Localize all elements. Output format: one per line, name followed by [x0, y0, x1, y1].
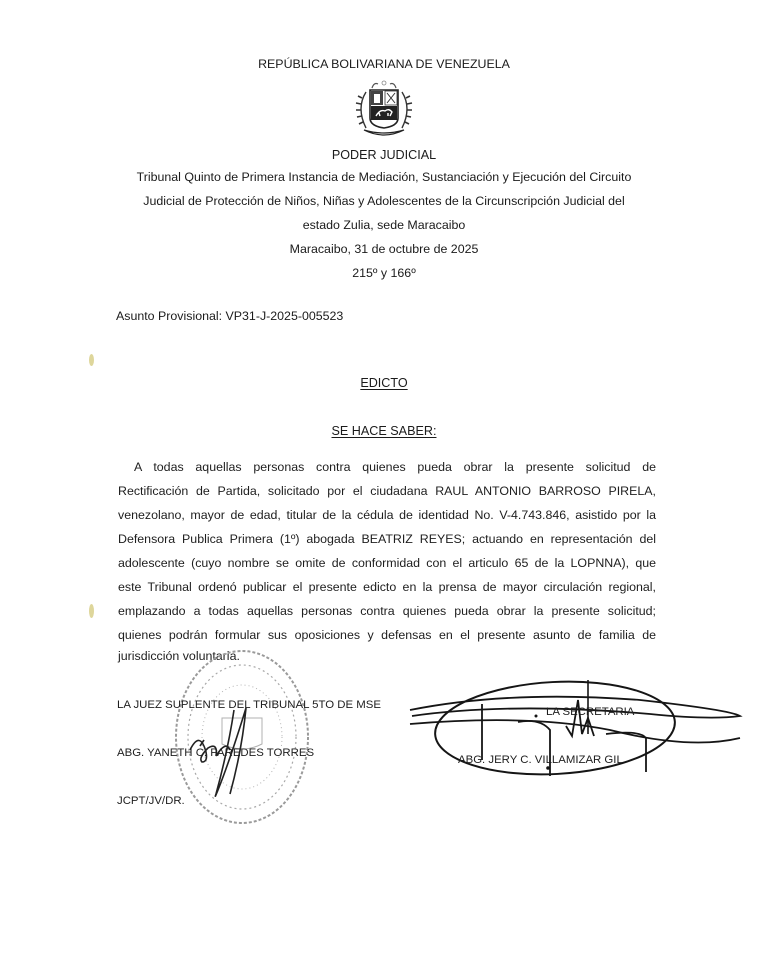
document-date: Maracaibo, 31 de octubre de 2025 [289, 242, 479, 256]
paper-stain [89, 604, 94, 618]
body-paragraph-line: Defensora Publica Primera (1º) abogada BEATRIZ REYES; actuando en representación del [118, 532, 656, 546]
judge-title: LA JUEZ SUPLENTE DEL TRIBUNAL 5TO DE MSE [117, 699, 381, 711]
judicial-branch-heading: PODER JUDICIAL [331, 148, 437, 162]
document-initials: JCPT/JV/DR. [117, 795, 185, 807]
court-name-line-3: estado Zulia, sede Maracaibo [302, 218, 466, 232]
secretary-name: ABG. JERY C. VILLAMIZAR GIL [458, 754, 623, 766]
court-name-line-2: Judicial de Protección de Niños, Niñas y Adolescentes de la Circunscripción Judicial del [143, 194, 625, 208]
body-paragraph-line: venezolano, mayor de edad, titular de la cédula de identidad No. V-4.743.846, asistido por la [118, 508, 656, 522]
case-number: Asunto Provisional: VP31-J-2025-005523 [116, 309, 344, 323]
secretary-signature-icon [310, 680, 750, 790]
body-paragraph-line: este Tribunal ordenó publicar el presente edicto en la prensa de mayor circulación regional, [118, 580, 656, 594]
document-title: EDICTO [360, 376, 408, 390]
secretary-title: LA SECRETARIA [546, 706, 635, 718]
judge-name: ABG. YANETH C. PAREDES TORRES [117, 747, 315, 759]
body-paragraph-line: quienes podrán formular sus oposiciones y defensas en el presente asunto de familia de [118, 628, 656, 642]
body-paragraph-line: emplazando a todas aquellas personas contra quienes pueda obrar la presente solicitud; [118, 604, 656, 618]
body-paragraph-line: adolescente (cuyo nombre se omite de conformidad con el articulo 65 de la LOPNNA), que [118, 556, 656, 570]
body-paragraph-line: Rectificación de Partida, solicitado por el ciudadana RAUL ANTONIO BARROSO PIRELA, [118, 484, 656, 498]
body-paragraph-line: jurisdicción voluntaria. [118, 649, 240, 663]
body-paragraph-line: A todas aquellas personas contra quienes pueda obrar la presente solicitud de [134, 460, 656, 474]
paper-stain [89, 354, 94, 366]
venezuela-coat-of-arms-icon [344, 78, 424, 142]
court-name-line-1: Tribunal Quinto de Primera Instancia de Mediación, Sustanciación y Ejecución del Circuito [136, 170, 632, 184]
independence-years: 215º y 166º [352, 266, 416, 280]
document-subtitle: SE HACE SABER: [331, 424, 437, 438]
country-heading: REPÚBLICA BOLIVARIANA DE VENEZUELA [258, 57, 510, 71]
